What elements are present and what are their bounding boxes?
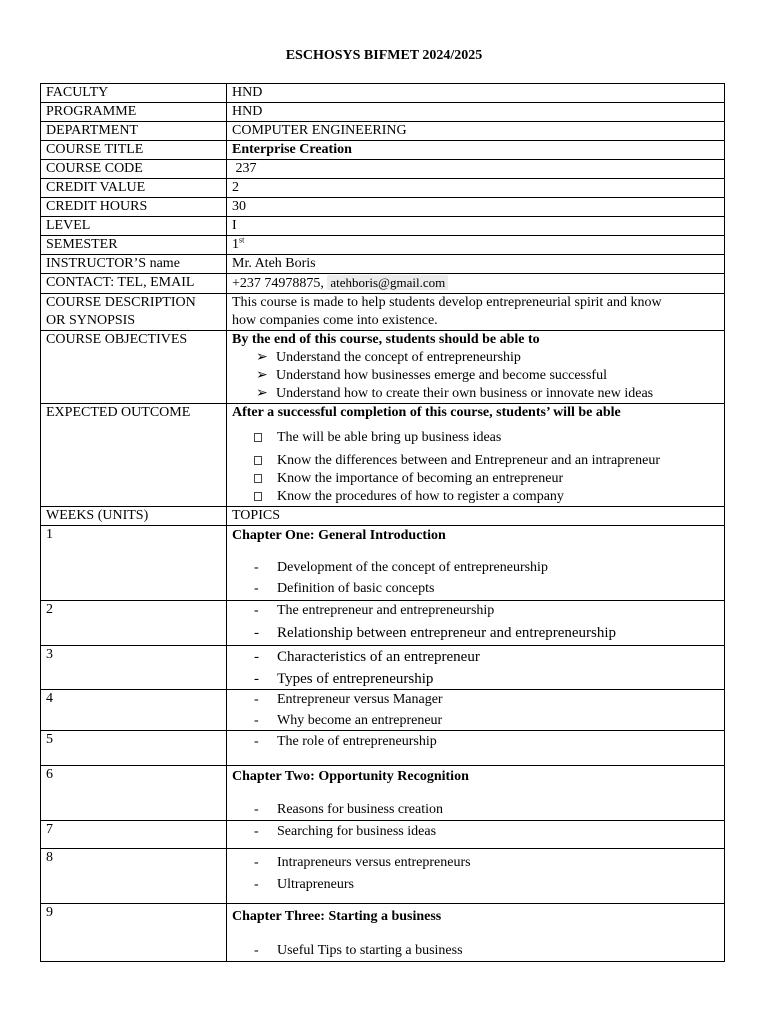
row-value: 237	[227, 160, 725, 179]
list-item: - Entrepreneur versus Manager	[254, 692, 443, 707]
row-label: EXPECTED OUTCOME	[41, 404, 227, 507]
description-line: how companies come into existence.	[232, 313, 438, 328]
row-value	[227, 236, 725, 255]
row-label: COURSE CODE	[41, 160, 227, 179]
week-topics	[227, 904, 725, 962]
row-instructor	[41, 255, 725, 274]
topic-list	[232, 801, 720, 819]
week-number: 8	[41, 849, 227, 904]
chapter-heading: Chapter Two: Opportunity Recognition	[232, 769, 469, 784]
list-item: Know the differences between and Entrepreneur and an intrapreneur	[232, 452, 720, 470]
box-bullet-icon	[254, 433, 262, 442]
row-label	[41, 294, 227, 331]
week-topics	[227, 821, 725, 849]
row-label: LEVEL	[41, 217, 227, 236]
week-topics	[227, 526, 725, 601]
row-level	[41, 217, 725, 236]
row-value: 30	[227, 198, 725, 217]
topic-list	[232, 648, 720, 688]
row-value: I	[227, 217, 725, 236]
semester-suffix: st	[239, 235, 245, 245]
list-item: - Useful Tips to starting a business	[254, 943, 463, 958]
objectives-heading: By the end of this course, students should be able to	[232, 332, 540, 347]
row-department	[41, 122, 725, 141]
table-row	[41, 601, 725, 646]
row-value: COMPUTER ENGINEERING	[227, 122, 725, 141]
row-weeks-header	[41, 507, 725, 526]
row-faculty	[41, 84, 725, 103]
row-programme	[41, 103, 725, 122]
list-item: - Ultrapreneurs	[254, 877, 354, 892]
topic-list	[232, 854, 720, 894]
week-number: 5	[41, 731, 227, 766]
table-row	[41, 849, 725, 904]
topic-list	[232, 559, 720, 598]
outcome-list	[232, 429, 720, 506]
chapter-heading: Chapter One: General Introduction	[232, 528, 446, 543]
week-number: 4	[41, 690, 227, 731]
topic-list	[232, 602, 720, 642]
list-item: - Why become an entrepreneur	[254, 713, 443, 728]
row-label: INSTRUCTOR’S name	[41, 255, 227, 274]
row-label: CONTACT: TEL, EMAIL	[41, 274, 227, 294]
row-label: COURSE OBJECTIVES	[41, 331, 227, 404]
list-item: - Development of the concept of entrepreneurship	[254, 560, 548, 575]
list-item: Know the importance of becoming an entrepreneur	[232, 470, 720, 488]
table-row	[41, 646, 725, 690]
course-info-table	[40, 83, 725, 962]
week-number: 7	[41, 821, 227, 849]
objectives-list	[232, 349, 720, 403]
box-bullet-icon	[254, 474, 262, 483]
row-label: PROGRAMME	[41, 103, 227, 122]
topic-list	[232, 823, 720, 841]
table-row	[41, 904, 725, 962]
list-item: Know the procedures of how to register a company	[232, 488, 720, 506]
semester-number: 1	[232, 237, 239, 252]
row-value: HND	[227, 103, 725, 122]
list-item: - Intrapreneurs versus entrepreneurs	[254, 855, 471, 870]
list-item: ➢ Understand how to create their own business or innovate new ideas	[256, 386, 654, 401]
box-bullet-icon	[254, 492, 262, 501]
week-number: 2	[41, 601, 227, 646]
list-item: - Reasons for business creation	[254, 802, 444, 817]
row-value	[227, 404, 725, 507]
week-number: 9	[41, 904, 227, 962]
week-topics	[227, 849, 725, 904]
row-value: 2	[227, 179, 725, 198]
topics-header-label: TOPICS	[227, 507, 725, 526]
chapter-heading: Chapter Three: Starting a business	[232, 909, 442, 924]
row-value: Enterprise Creation	[227, 141, 725, 160]
row-credit-value	[41, 179, 725, 198]
list-item: The will be able bring up business ideas	[232, 429, 720, 447]
week-topics	[227, 731, 725, 766]
list-item: - Searching for business ideas	[254, 824, 437, 839]
table-row	[41, 526, 725, 601]
box-bullet-icon	[254, 456, 262, 465]
contact-tel: +237 74978875,	[232, 276, 324, 291]
list-item: - The entrepreneur and entrepreneurship	[254, 603, 495, 618]
table-row	[41, 731, 725, 766]
row-course-code	[41, 160, 725, 179]
row-course-title	[41, 141, 725, 160]
week-topics	[227, 690, 725, 731]
week-number: 6	[41, 766, 227, 821]
label-line: OR SYNOPSIS	[46, 313, 136, 328]
week-topics	[227, 766, 725, 821]
row-objectives	[41, 331, 725, 404]
arrow-bullet-icon: ➢	[256, 386, 268, 401]
topic-list	[232, 942, 720, 960]
list-item: - Relationship between entrepreneur and entrepreneurship	[254, 625, 617, 641]
row-value	[227, 294, 725, 331]
row-semester	[41, 236, 725, 255]
row-label: SEMESTER	[41, 236, 227, 255]
contact-email-link[interactable]: atehboris@gmail.com	[327, 275, 448, 290]
row-value: HND	[227, 84, 725, 103]
list-item: ➢ Understand how businesses emerge and become successful	[256, 368, 607, 383]
row-description	[41, 294, 725, 331]
table-row	[41, 821, 725, 849]
row-value	[227, 331, 725, 404]
arrow-bullet-icon: ➢	[256, 368, 268, 383]
week-topics	[227, 601, 725, 646]
list-item: ➢ Understand the concept of entrepreneurship	[256, 350, 521, 365]
row-credit-hours	[41, 198, 725, 217]
table-row	[41, 766, 725, 821]
row-value	[227, 274, 725, 294]
table-row	[41, 690, 725, 731]
week-number: 1	[41, 526, 227, 601]
topic-list	[232, 691, 720, 730]
outcome-heading: After a successful completion of this course, students’ will be able	[232, 405, 621, 420]
row-contact	[41, 274, 725, 294]
row-label: FACULTY	[41, 84, 227, 103]
description-line: This course is made to help students develop entrepreneurial spirit and know	[232, 295, 662, 310]
week-topics	[227, 646, 725, 690]
label-line: COURSE DESCRIPTION	[46, 295, 196, 310]
topic-list	[232, 733, 720, 751]
row-label: COURSE TITLE	[41, 141, 227, 160]
list-item: - Types of entrepreneurship	[254, 671, 434, 687]
list-item: - Characteristics of an entrepreneur	[254, 649, 480, 665]
list-item: - The role of entrepreneurship	[254, 734, 437, 749]
list-item: - Definition of basic concepts	[254, 581, 435, 596]
week-number: 3	[41, 646, 227, 690]
row-outcome	[41, 404, 725, 507]
row-label: DEPARTMENT	[41, 122, 227, 141]
row-label: CREDIT VALUE	[41, 179, 227, 198]
row-label: CREDIT HOURS	[41, 198, 227, 217]
weeks-header-label: WEEKS (UNITS)	[41, 507, 227, 526]
document-title: ESCHOSYS BIFMET 2024/2025	[285, 48, 483, 63]
row-value: Mr. Ateh Boris	[227, 255, 725, 274]
arrow-bullet-icon: ➢	[256, 350, 268, 365]
